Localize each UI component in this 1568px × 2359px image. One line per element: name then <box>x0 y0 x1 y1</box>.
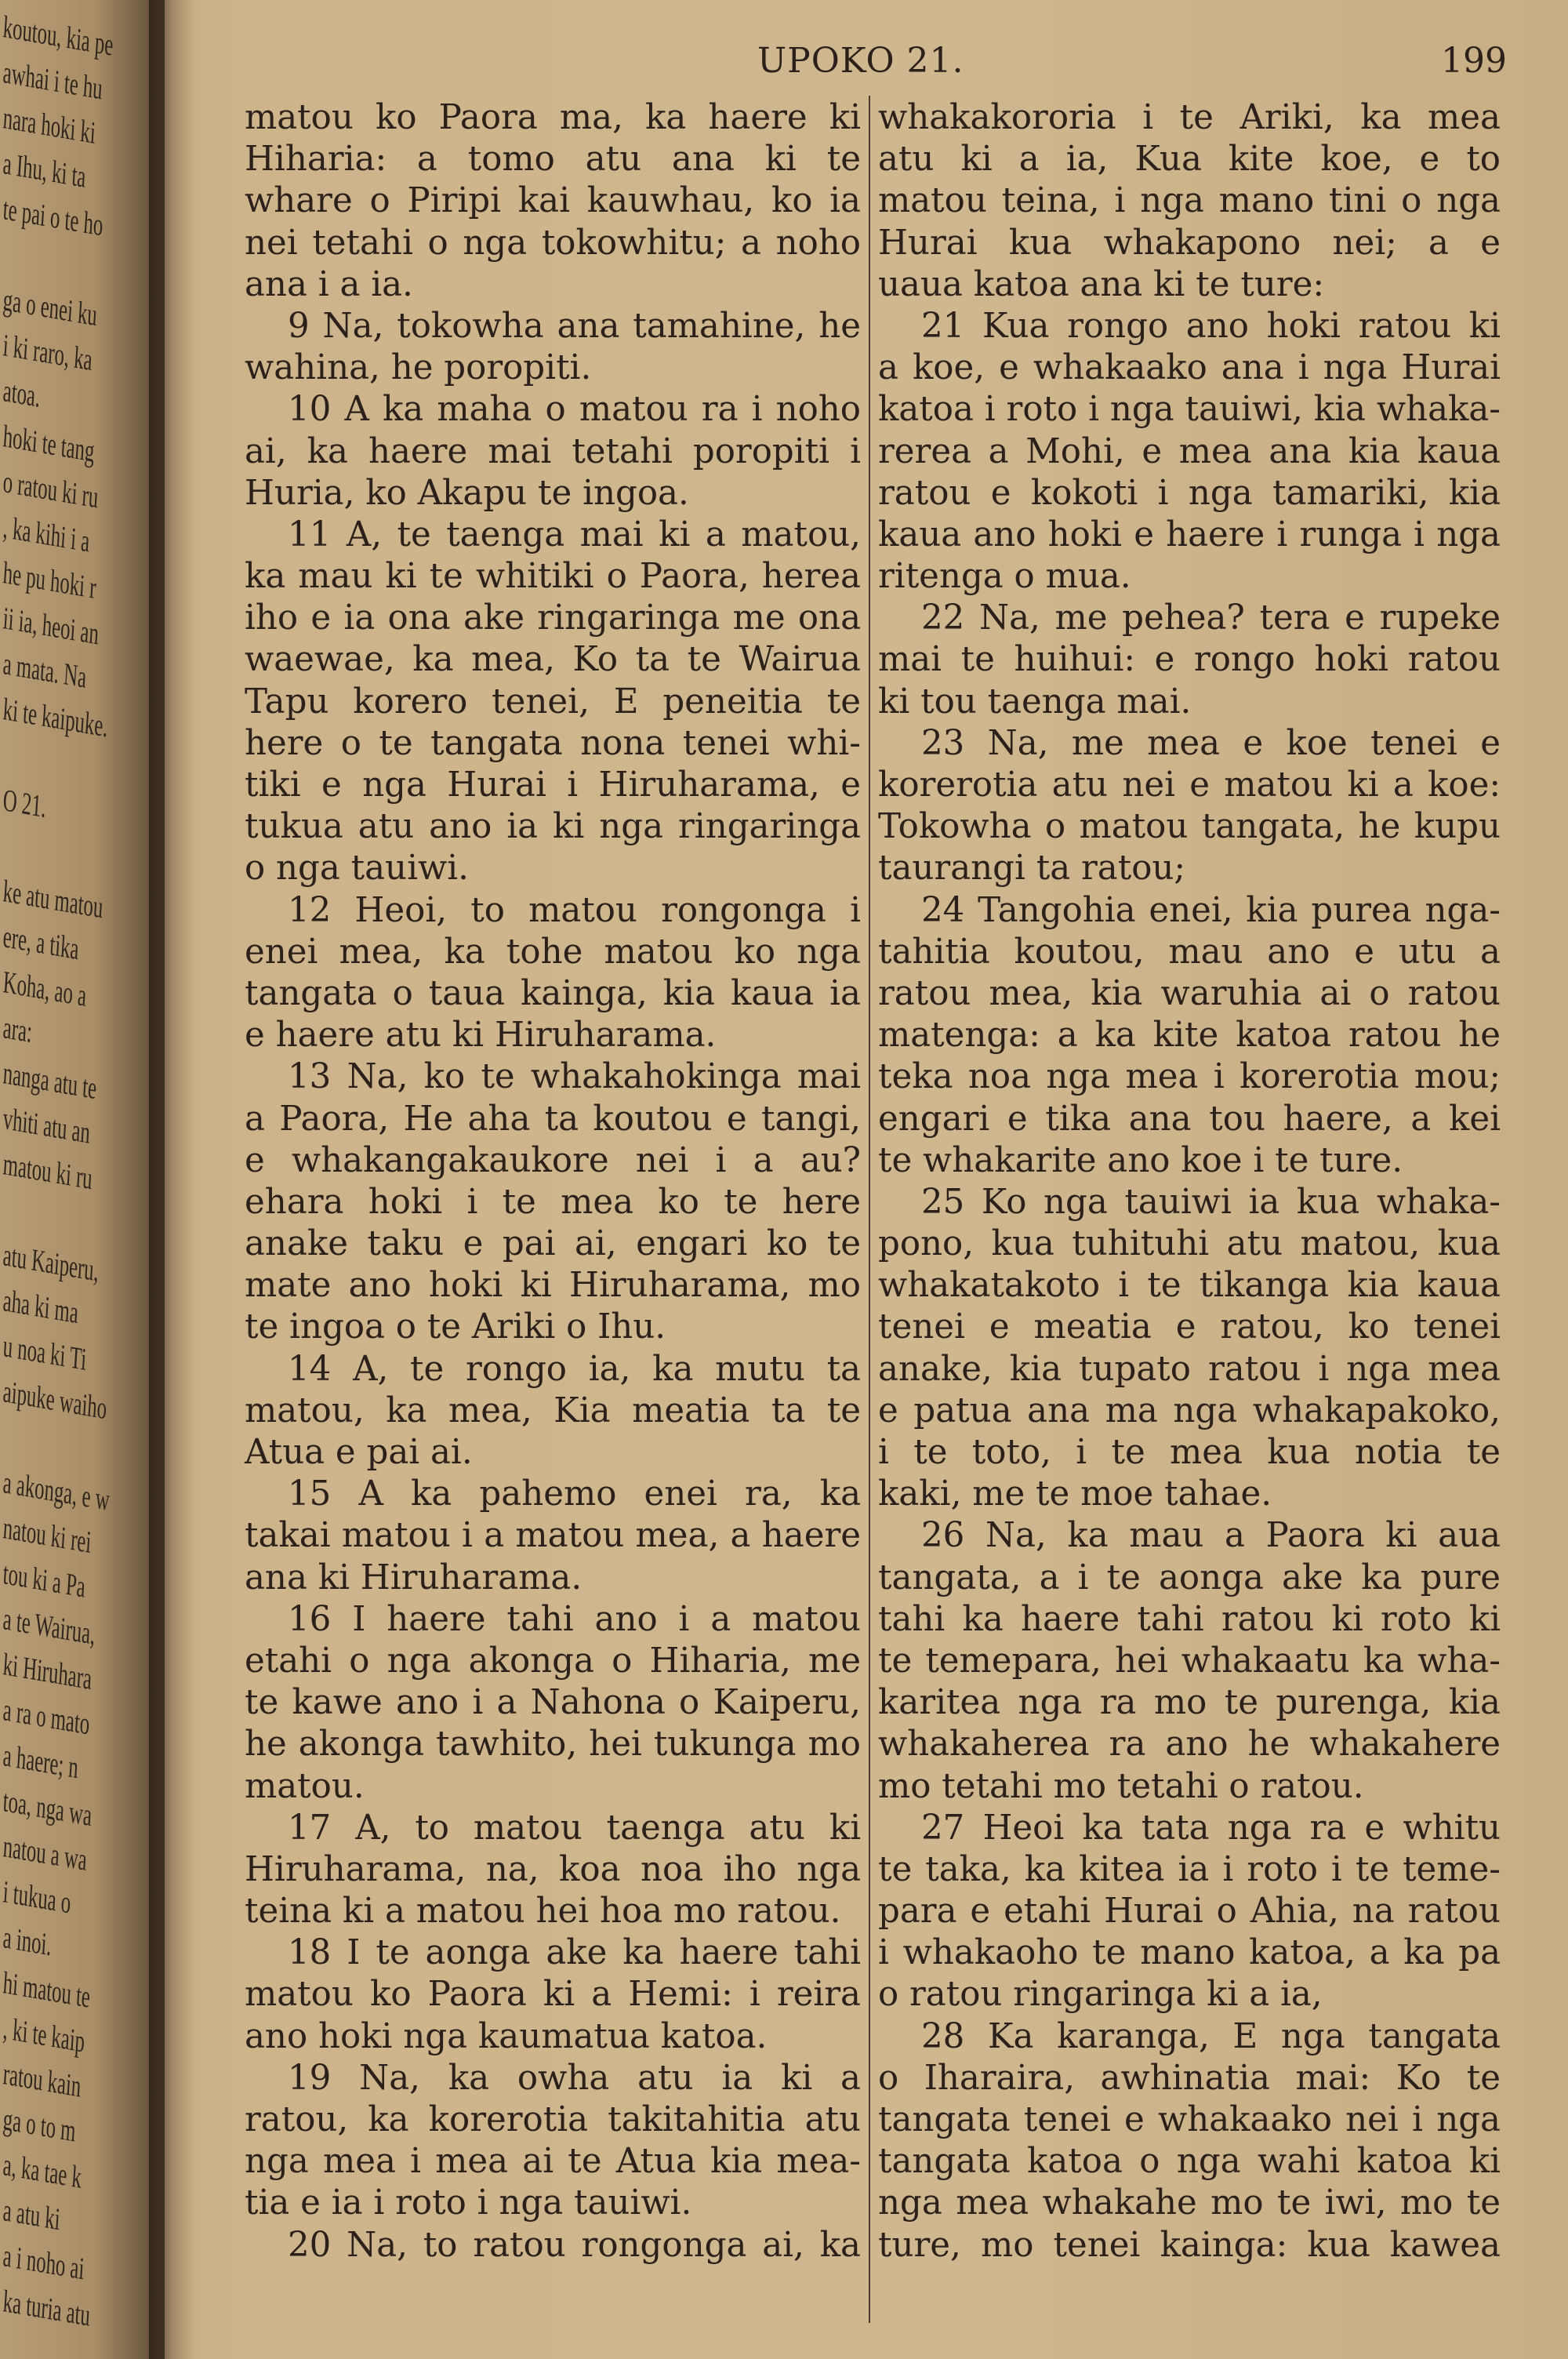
book-gutter-shadow <box>149 0 196 2359</box>
facing-page-fragment <box>0 0 165 2359</box>
text-line: tangata tenei e whakaako nei i nga <box>878 2100 1501 2139</box>
text-line: 25 Ko nga tauiwi ia kua whaka- <box>921 1182 1501 1222</box>
text-line: ana ki Hiruharama. <box>245 1558 583 1598</box>
facing-page-text-fragment: ki te kaipuke. <box>2 691 110 744</box>
text-line: matou ko Paora ma, ka haere ki <box>245 98 861 137</box>
facing-page-text-fragment: tou ki a Pa <box>2 1555 87 1605</box>
text-line: tenei e meatia e ratou, ko tenei <box>878 1307 1501 1347</box>
text-line: tangata katoa o nga wahi katoa ki <box>878 2142 1501 2182</box>
running-head: UPOKO 21. <box>757 41 964 81</box>
facing-page-text-fragment: natou a wa <box>2 1828 89 1877</box>
text-line: etahi o nga akonga o Hiharia, me <box>245 1641 861 1681</box>
text-line: takai matou i a matou mea, a haere <box>245 1516 861 1556</box>
text-line: whakaherea ra ano he whakahere <box>878 1725 1501 1765</box>
text-line: Tapu korero tenei, E peneitia te <box>245 682 861 722</box>
text-line: 26 Na, ka mau a Paora ki aua <box>921 1516 1501 1556</box>
text-line: 28 Ka karanga, E nga tangata <box>921 2016 1501 2056</box>
facing-page-text-fragment: O 21. <box>2 782 48 825</box>
text-line: mai te huihui: e rongo hoki ratou <box>878 640 1501 680</box>
text-line: teina ki a matou hei hoa mo ratou. <box>245 1892 841 1932</box>
facing-page-text-fragment: i tukua o <box>2 1874 72 1921</box>
text-line: here o te tangata nona tenei whi- <box>245 723 861 763</box>
facing-page-text-fragment: atoa. <box>2 373 42 414</box>
text-line: 9 Na, tokowha ana tamahine, he <box>288 306 861 346</box>
text-line: karitea nga ra mo te purenga, kia <box>878 1683 1501 1723</box>
text-line: 24 Tangohia enei, kia purea nga- <box>921 890 1501 930</box>
text-line: o ratou ringaringa ki a ia, <box>878 1975 1323 2015</box>
text-line: tiki e nga Hurai i Hiruharama, e <box>245 765 861 805</box>
facing-page-text-fragment: natou ki rei <box>2 1510 93 1560</box>
text-line: 22 Na, me pehea? tera e rupeke <box>921 598 1501 638</box>
facing-page-text-fragment: , ka kihi i a <box>2 509 91 559</box>
text-line: matou ko Paora ki a Hemi: i reira <box>245 1975 861 2015</box>
text-line: anake, kia tupato ratou i nga mea <box>878 1349 1501 1389</box>
text-line: anake taku e pai ai, engari ko te <box>245 1224 861 1264</box>
facing-page-text-fragment: a mata. Na <box>2 645 88 695</box>
text-line: 13 Na, ko te whakahokinga mai <box>288 1057 861 1097</box>
text-line: atu ki a ia, Kua kite koe, e to <box>878 140 1501 180</box>
text-line: iho e ia ona ake ringaringa me ona <box>245 598 861 638</box>
facing-page-text-fragment: atu Kaiperu, <box>2 1237 100 1289</box>
text-line: ratou, ka korerotia takitahitia atu <box>245 2100 861 2139</box>
text-line: ai, ka haere mai tetahi poropiti i <box>245 431 861 471</box>
facing-page-text-fragment: a atu ki <box>2 2192 62 2237</box>
text-line: a Paora, He aha ta koutou e tangi, <box>245 1099 861 1139</box>
text-line: tahitia koutou, mau ano e utu a <box>878 932 1501 972</box>
text-line: tukua atu ano ia ki nga ringaringa <box>245 807 861 847</box>
facing-page-text-fragment: aipuke waiho <box>2 1373 108 1427</box>
text-line: enei mea, ka tohe matou ko nga <box>245 932 861 972</box>
facing-page-text-fragment: ga o to m <box>2 2101 77 2149</box>
text-line: 12 Heoi, to matou rongonga i <box>288 890 861 930</box>
facing-page-text-fragment: a haere; n <box>2 1737 80 1786</box>
text-line: tia e ia i roto i nga tauiwi. <box>245 2183 692 2223</box>
text-line: Hurai kua whakapono nei; a e <box>878 223 1501 263</box>
facing-page-text-fragment: vhiti atu an <box>2 1100 92 1150</box>
text-line: Hiruharama, na, koa noa iho nga <box>245 1849 861 1889</box>
facing-page-text-fragment: ara: <box>2 1009 34 1050</box>
facing-page-text-fragment: a akonga, e w <box>2 1464 111 1518</box>
text-line: 23 Na, me mea e koe tenei e <box>921 723 1501 763</box>
text-line: 27 Heoi ka tata nga ra e whitu <box>921 1808 1501 1848</box>
text-line: Tokowha o matou tangata, he kupu <box>878 807 1501 847</box>
text-line: 10 A ka maha o matou ra i noho <box>288 390 861 430</box>
page-header <box>0 41 1568 88</box>
text-line: whakatakoto i te tikanga kia kaua <box>878 1266 1501 1306</box>
facing-page-text-fragment: ii ia, heoi an <box>2 600 100 652</box>
text-line: i te toto, i te mea kua notia te <box>878 1433 1501 1472</box>
text-line: Atua e pai ai. <box>245 1433 473 1472</box>
text-line: e patua ana ma nga whakapakoko, <box>878 1390 1501 1430</box>
text-line: rerea a Mohi, e mea ana kia kaua <box>878 431 1501 471</box>
text-line: te kawe ano i a Nahona o Kaiperu, <box>245 1683 861 1723</box>
text-line: para e etahi Hurai o Ahia, na ratou <box>878 1892 1501 1932</box>
text-line: 17 A, to matou taenga atu ki <box>288 1808 861 1848</box>
text-line: te whakarite ano koe i te ture. <box>878 1140 1403 1180</box>
facing-page-text-fragment: he pu hoki r <box>2 554 97 605</box>
facing-page-text-fragment: nanga atu te <box>2 1055 98 1107</box>
page-number: 199 <box>1441 41 1507 81</box>
text-line: Huria, ko Akapu te ingoa. <box>245 473 689 513</box>
text-line: 14 A, te rongo ia, ka mutu ta <box>288 1349 861 1389</box>
facing-page-text-fragment: ere, a tika <box>2 918 81 967</box>
text-line: matenga: a ka kite katoa ratou he <box>878 1016 1501 1056</box>
text-line: ka mau ki te whitiki o Paora, herea <box>245 557 861 597</box>
text-line: 20 Na, to ratou rongonga ai, ka <box>288 2225 861 2265</box>
text-line: ritenga o mua. <box>878 557 1131 597</box>
text-line: te ingoa o te Ariki o Ihu. <box>245 1307 666 1347</box>
facing-page-text-fragment: o ratou ki ru <box>2 463 100 515</box>
column-divider <box>869 96 870 2323</box>
facing-page-text-fragment: Koha, ao a <box>2 964 88 1013</box>
text-line: nga mea i mea ai te Atua kia mea- <box>245 2142 861 2182</box>
text-line: he akonga tawhito, hei tukunga mo <box>245 1725 861 1765</box>
facing-page-text-fragment: hi matou te <box>2 1965 92 2015</box>
text-line: matou teina, i nga mano tini o nga <box>878 181 1501 221</box>
text-line: ki tou taenga mai. <box>878 682 1192 722</box>
text-line: matou. <box>245 1766 365 1806</box>
text-line: korerotia atu nei e matou ki a koe: <box>878 765 1501 805</box>
text-line: tangata, a i te aonga ake ka pure <box>878 1558 1501 1598</box>
text-line: ano hoki nga kaumatua katoa. <box>245 2016 768 2056</box>
text-line: engari e tika ana tou haere, a kei <box>878 1099 1501 1139</box>
text-line: ana i a ia. <box>245 264 413 304</box>
text-line: 15 A ka pahemo enei ra, ka <box>288 1474 861 1514</box>
text-line: e whakangakaukore nei i a au? <box>245 1140 861 1180</box>
text-line: ture, mo tenei kainga: kua kawea <box>878 2225 1501 2265</box>
facing-page-text-fragment: u noa ki Ti <box>2 1328 88 1377</box>
facing-page-text-fragment: a ra o mato <box>2 1692 91 1742</box>
text-line: Hiharia: a tomo atu ana ki te <box>245 140 861 180</box>
text-line: matou, ka mea, Kia meatia ta te <box>245 1390 861 1430</box>
facing-page-text-fragment: nara hoki ki <box>2 100 97 151</box>
facing-page-text-fragment: aha ki ma <box>2 1282 80 1331</box>
text-line: a koe, e whakaako ana i nga Hurai <box>878 348 1501 388</box>
text-line: o nga tauiwi. <box>245 849 469 889</box>
text-line: katoa i roto i nga tauiwi, kia whaka- <box>878 390 1501 430</box>
facing-page-text-fragment: koutou, kia pe <box>2 9 114 63</box>
text-line: uaua katoa ana ki te ture: <box>878 264 1325 304</box>
text-line: tangata o taua kainga, kia kaua ia <box>245 973 861 1013</box>
facing-page-text-fragment: a inoi. <box>2 1919 53 1963</box>
facing-page-text-fragment: awhai i te hu <box>2 54 104 107</box>
text-line: 16 I haere tahi ano i a matou <box>288 1599 861 1639</box>
text-line: mate ano hoki ki Hiruharama, mo <box>245 1266 861 1306</box>
text-column-right <box>878 97 1501 2266</box>
text-line: 11 A, te taenga mai ki a matou, <box>288 514 861 554</box>
text-line: ratou mea, kia waruhia ai o ratou <box>878 973 1501 1013</box>
facing-page-text-fragment: a Ihu, ki ta <box>2 145 87 194</box>
facing-page-text-fragment: ka turia atu <box>2 2283 92 2333</box>
facing-page-text-fragment: a, ka tae k <box>2 2146 83 2195</box>
text-column-left <box>245 97 861 2266</box>
facing-page-text-fragment: ratou kain <box>2 2055 82 2104</box>
text-line: e haere atu ki Hiruharama. <box>245 1016 717 1056</box>
text-line: ratou e kokoti i nga tamariki, kia <box>878 473 1501 513</box>
facing-page-text-fragment: toa, nga wa <box>2 1783 93 1834</box>
text-line: whakakororia i te Ariki, ka mea <box>878 98 1501 137</box>
text-line: tahi ka haere tahi ratou ki roto ki <box>878 1599 1501 1639</box>
text-line: waewae, ka mea, Ko ta te Wairua <box>245 640 861 680</box>
text-line: pono, kua tuhituhi atu matou, kua <box>878 1224 1501 1264</box>
text-line: 19 Na, ka owha atu ia ki a <box>288 2058 861 2098</box>
text-line: 18 I te aonga ake ka haere tahi <box>288 1933 861 1973</box>
facing-page-text-fragment: ga o enei ku <box>2 282 99 333</box>
text-line: kaki, me te moe tahae. <box>878 1474 1272 1514</box>
facing-page-text-fragment: i ki raro, ka <box>2 327 94 378</box>
facing-page-text-fragment: ki Hiruhara <box>2 1646 93 1697</box>
text-line: wahina, he poropiti. <box>245 348 592 388</box>
text-line: i whakaoho te mano katoa, a ka pa <box>878 1933 1501 1973</box>
text-line: kaua ano hoki e haere i runga i nga <box>878 514 1501 554</box>
text-line: teka noa nga mea i korerotia mou; <box>878 1057 1501 1097</box>
facing-page-text-fragment: ke atu matou <box>2 873 104 925</box>
text-line: mo tetahi mo tetahi o ratou. <box>878 1766 1364 1806</box>
text-line: o Iharaira, awhinatia mai: Ko te <box>878 2058 1501 2098</box>
facing-page-text-fragment: matou ki ru <box>2 1146 94 1197</box>
text-line: 21 Kua rongo ano hoki ratou ki <box>921 306 1501 346</box>
facing-page-text-fragment: a i noho ai <box>2 2237 85 2287</box>
text-line: nei tetahi o nga tokowhitu; a noho <box>245 223 861 263</box>
facing-page-text-fragment: a te Wairua, <box>2 1601 96 1652</box>
text-line: te taka, ka kitea ia i roto i te teme- <box>878 1849 1501 1889</box>
text-line: te temepara, hei whakaatu ka wha- <box>878 1641 1501 1681</box>
text-line: nga mea whakahe mo te iwi, mo te <box>878 2183 1501 2223</box>
facing-page-text-fragment: , ki te kaip <box>2 2010 86 2059</box>
facing-page-text-fragment: te pai o te ho <box>2 191 104 243</box>
facing-page-text-fragment: hoki te tang <box>2 418 96 469</box>
text-line: ehara hoki i te mea ko te here <box>245 1182 861 1222</box>
text-line: taurangi ta ratou; <box>878 849 1186 889</box>
text-line: whare o Piripi kai kauwhau, ko ia <box>245 181 861 221</box>
